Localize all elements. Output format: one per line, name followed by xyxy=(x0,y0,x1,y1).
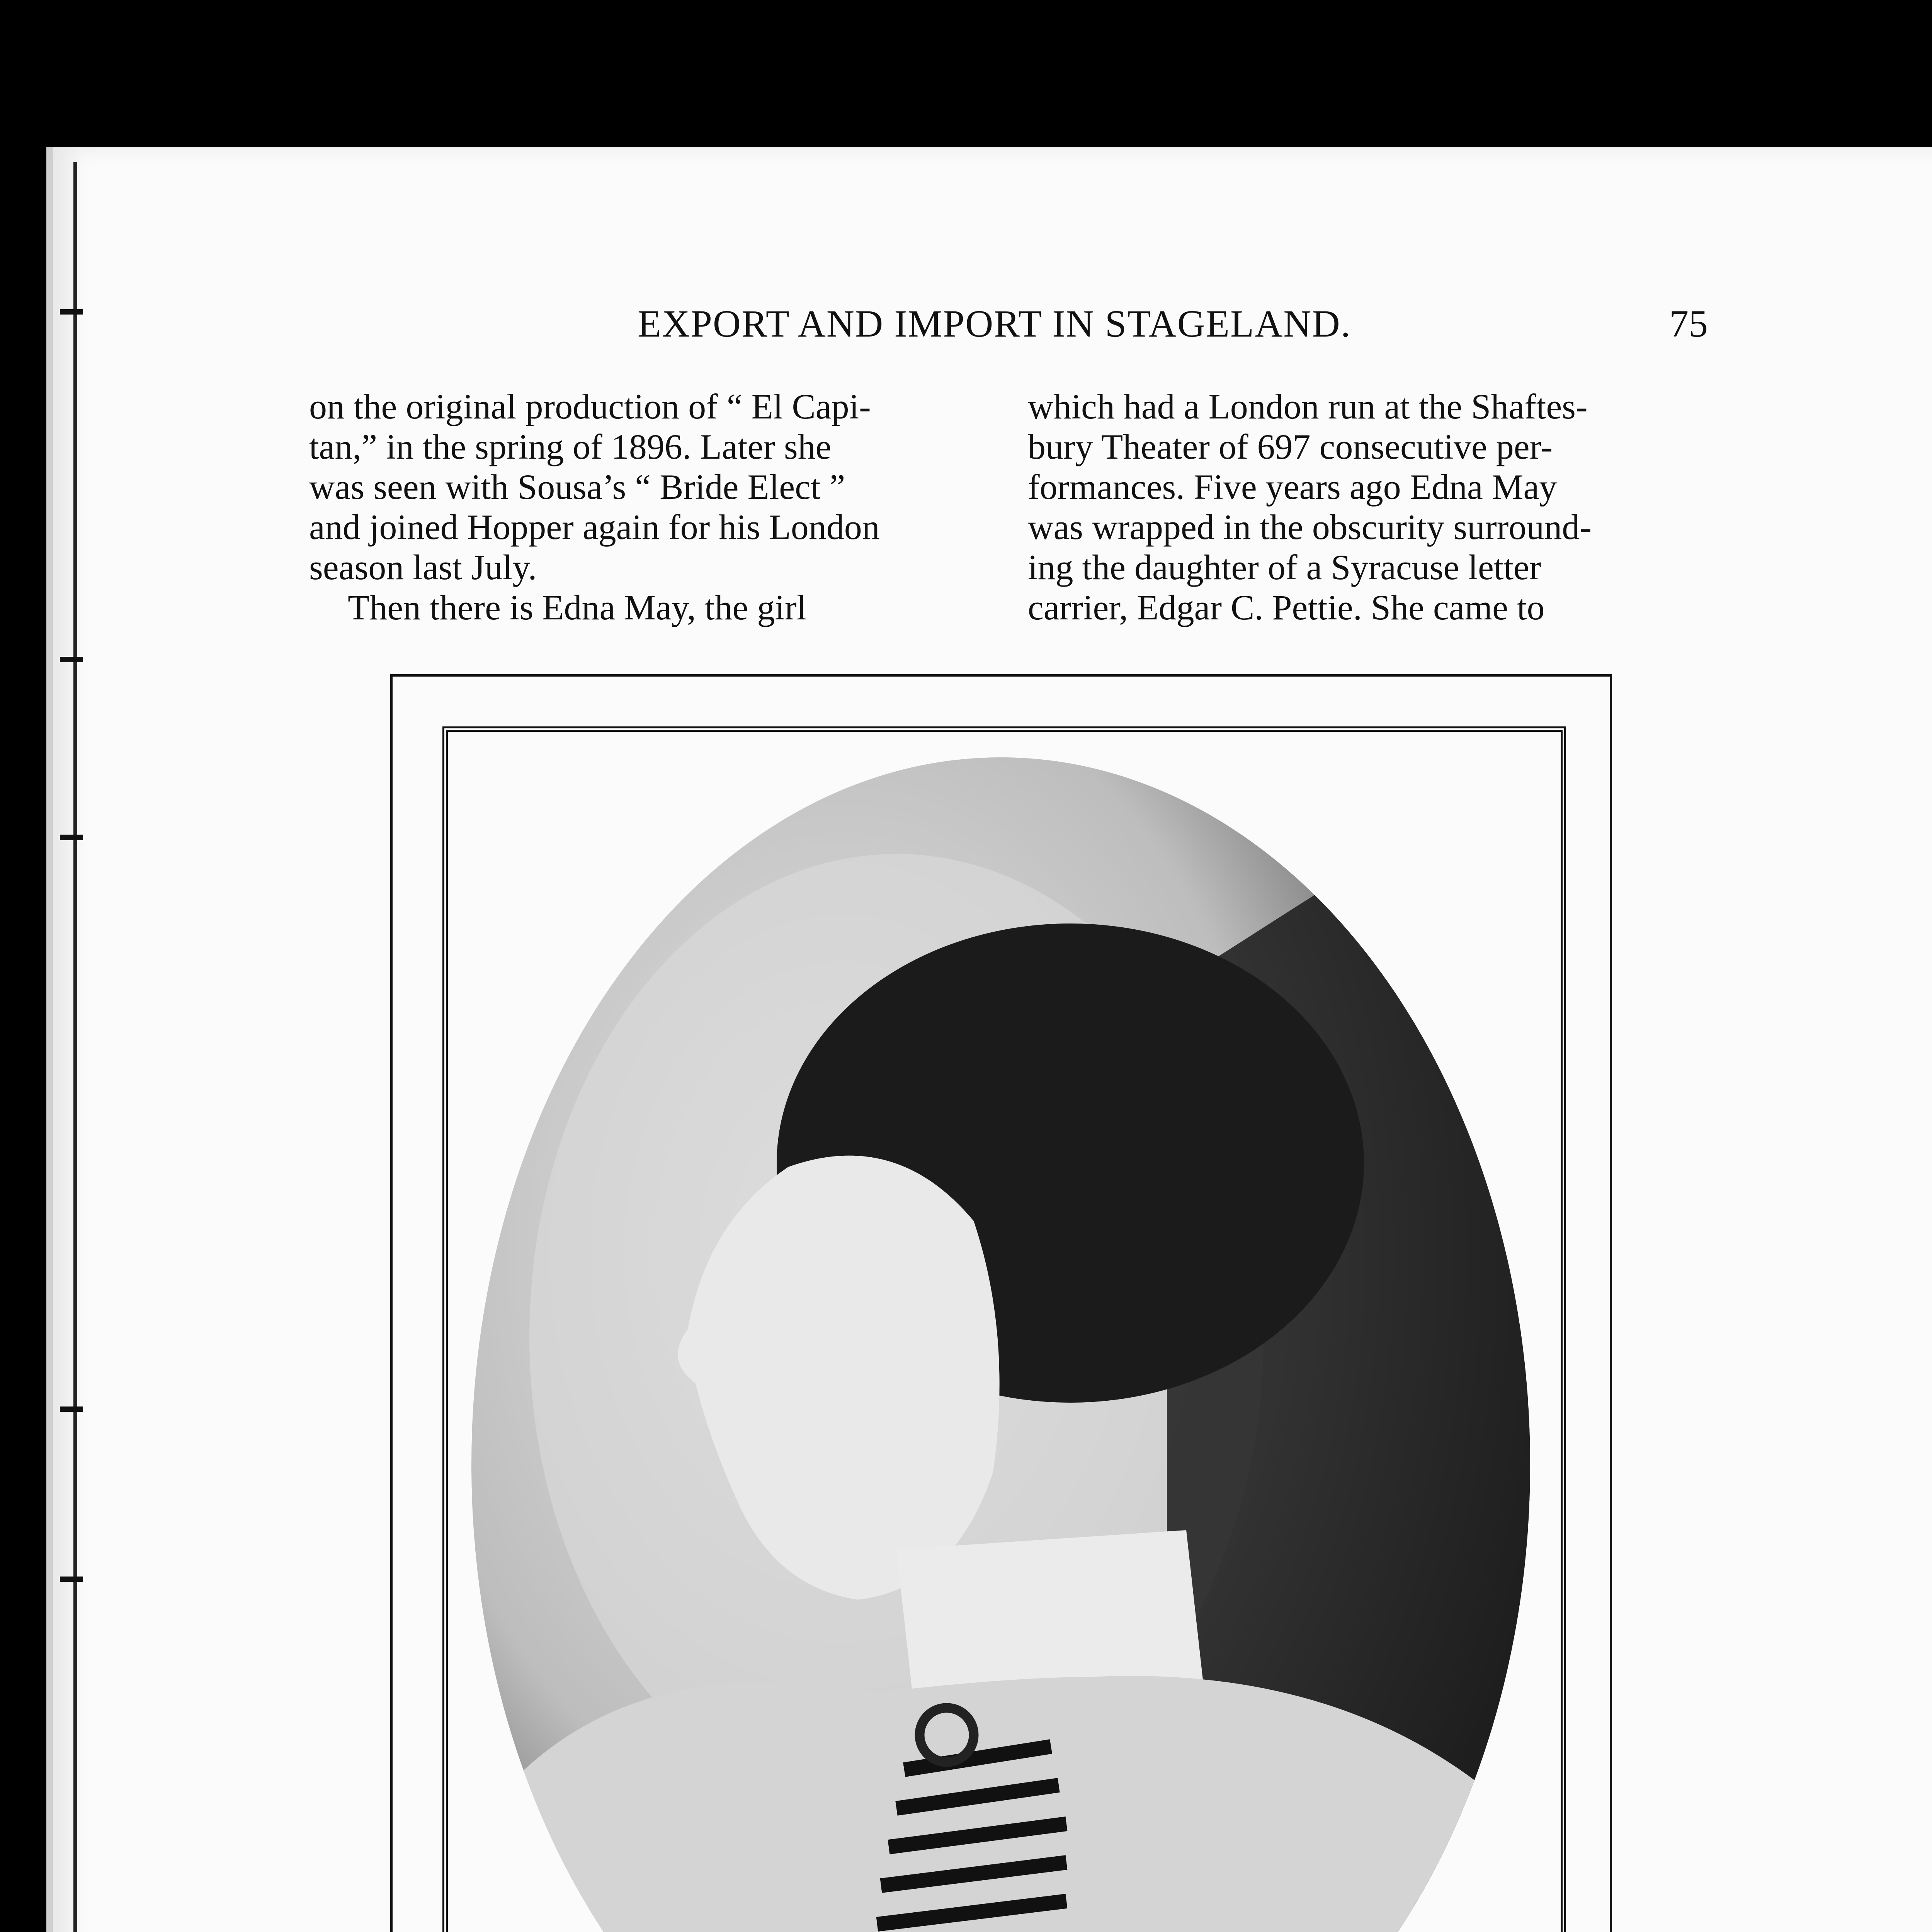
binding-stitch xyxy=(60,657,83,662)
running-header: EXPORT AND IMPORT IN STAGELAND. xyxy=(638,302,1351,345)
text-line: which had a London run at the Shaftes- xyxy=(1028,387,1588,426)
text-line: formances. Five years ago Edna May xyxy=(1028,467,1557,507)
text-line: carrier, Edgar C. Pettie. She came to xyxy=(1028,588,1545,627)
binding-stitch xyxy=(60,309,83,315)
binding-stitch xyxy=(60,1406,83,1412)
text-column-top-right xyxy=(1028,386,1708,628)
binding-edge xyxy=(58,162,77,1932)
page-number: 75 xyxy=(1669,302,1708,345)
text-line: ing the daughter of a Syracuse letter xyxy=(1028,548,1541,587)
text-line: and joined Hopper again for his London xyxy=(309,507,880,547)
text-column-top-left xyxy=(309,386,985,628)
text-line: Then there is Edna May, the girl xyxy=(348,588,807,627)
text-line: season last July. xyxy=(309,548,537,587)
text-line: tan,” in the spring of 1896. Later she xyxy=(309,427,832,466)
text-line: was seen with Sousa’s “ Bride Elect ” xyxy=(309,467,845,507)
text-line: was wrapped in the obscurity surround- xyxy=(1028,507,1592,547)
text-line: bury Theater of 697 consecutive per- xyxy=(1028,427,1553,466)
binding-stitch xyxy=(60,1577,83,1582)
binding-stitch xyxy=(60,835,83,840)
text-line: on the original production of “ El Capi- xyxy=(309,387,871,426)
